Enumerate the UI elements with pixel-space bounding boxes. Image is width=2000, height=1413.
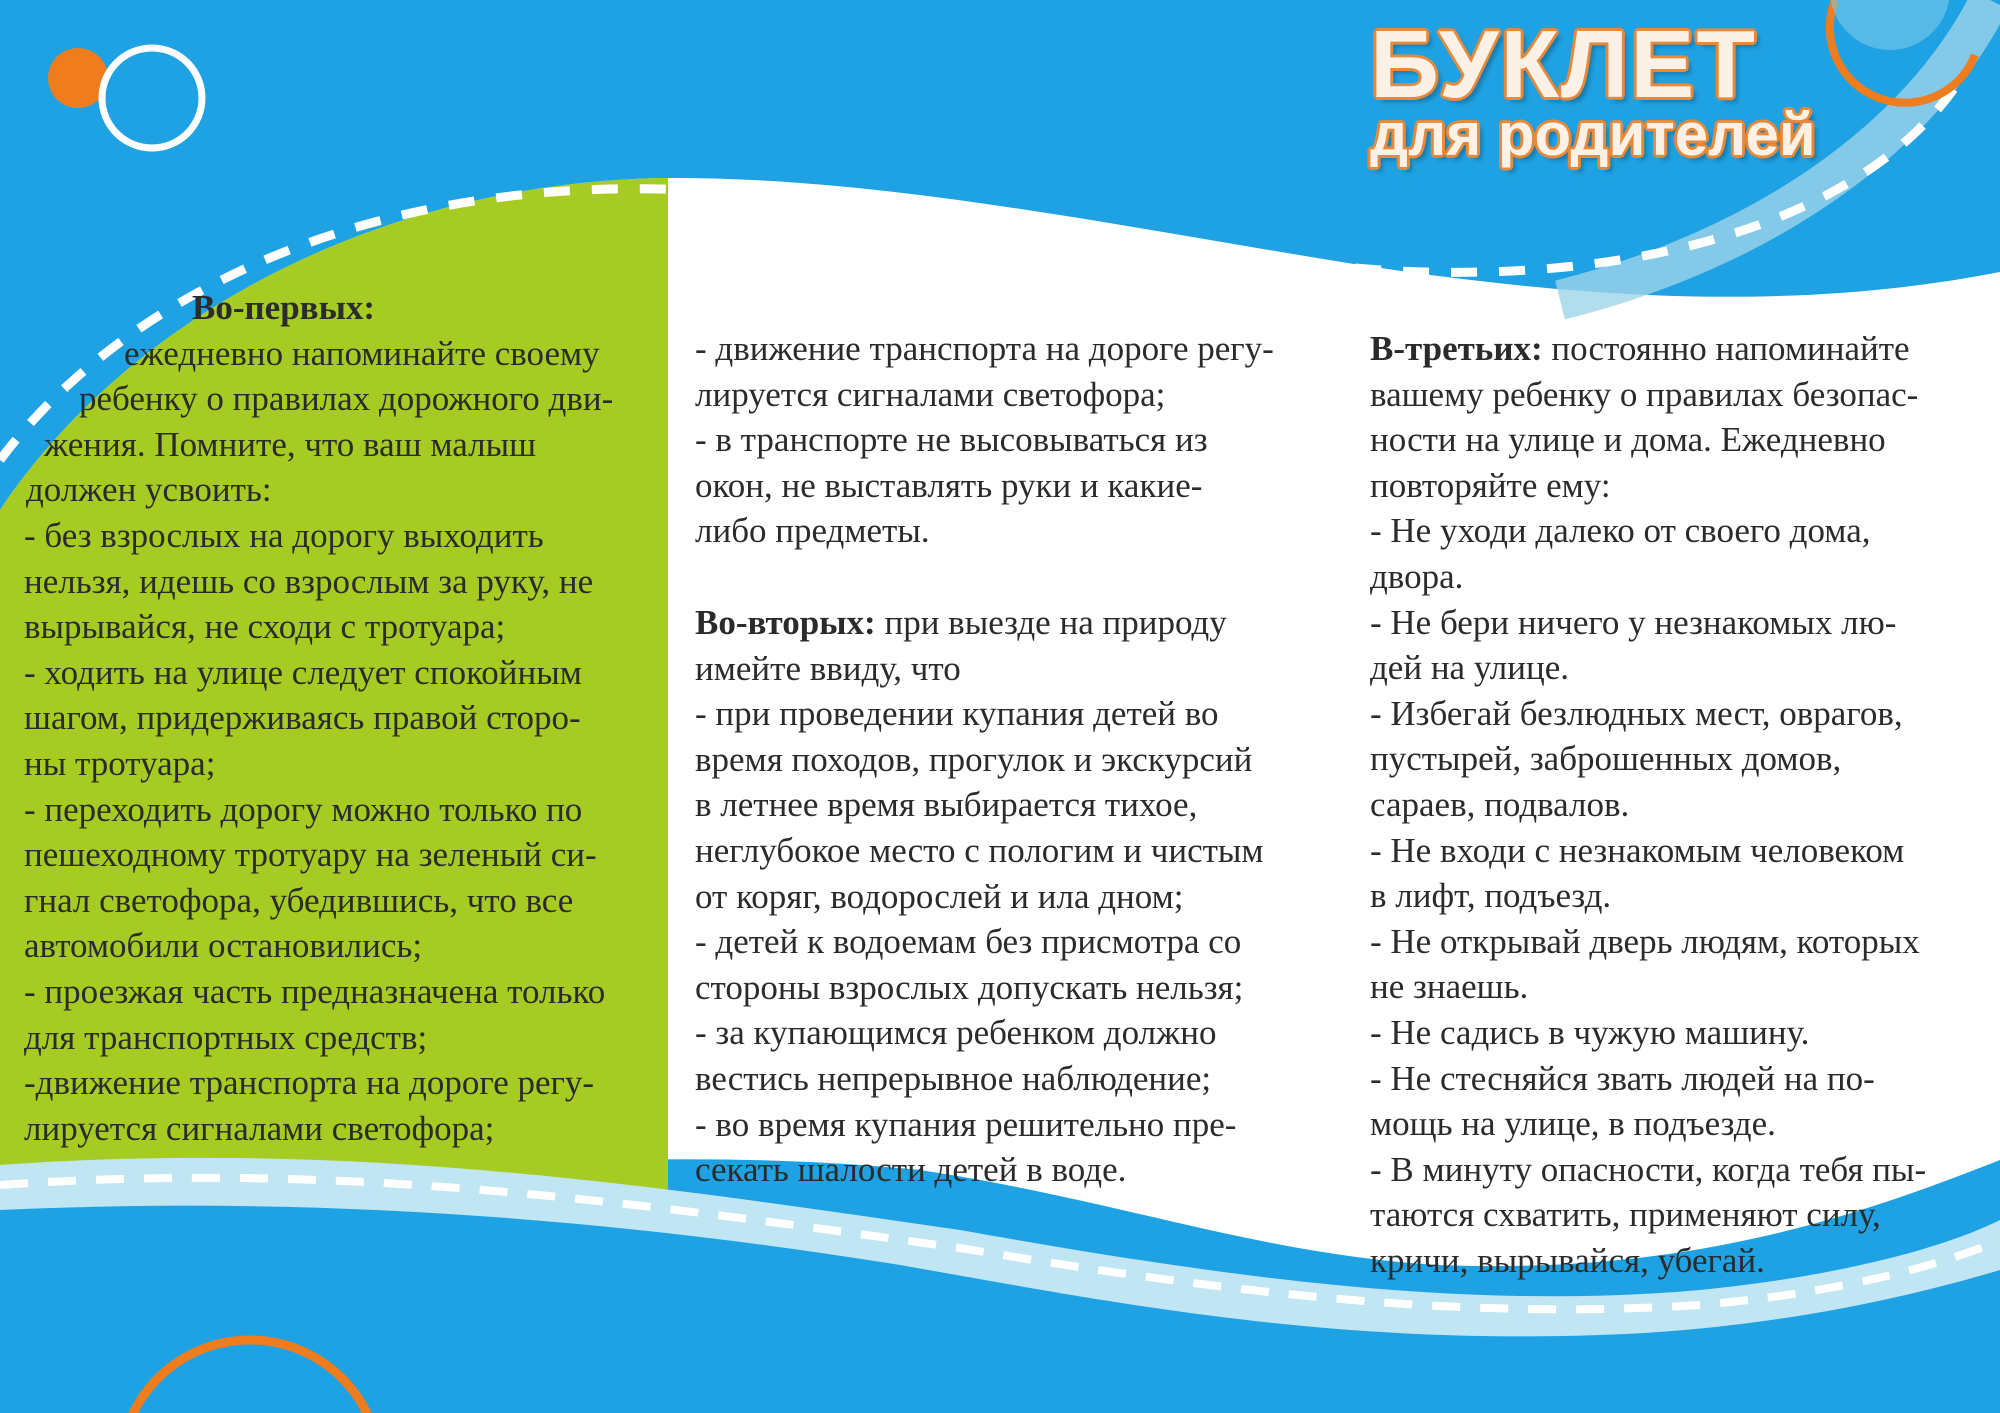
col2-line: в летнее время выбирается тихое, bbox=[695, 785, 1198, 825]
col3-line: не знаешь. bbox=[1370, 967, 1529, 1007]
col3-line: вашему ребенку о правилах безопас- bbox=[1370, 374, 1919, 414]
col3-line: - Не входи с незнакомым человеком bbox=[1370, 830, 1905, 870]
col3-line: дей на улице. bbox=[1370, 648, 1570, 688]
col3-line: - Не бери ничего у незнакомых лю- bbox=[1370, 602, 1897, 642]
col1-line: гнал светофора, убедившись, что все bbox=[24, 880, 574, 920]
col2-line: лируется сигналами светофора; bbox=[695, 374, 1166, 414]
col1-line: нельзя, идешь со взрослым за руку, не bbox=[24, 561, 594, 601]
paragraph-gap bbox=[695, 554, 1335, 600]
col3-line: - Избегай безлюдных мест, оврагов, bbox=[1370, 693, 1903, 733]
col3-heading-rest: постоянно напоминайте bbox=[1542, 329, 1910, 368]
col2-line: стороны взрослых допускать нельзя; bbox=[695, 967, 1244, 1007]
col3-line: - Не садись в чужую машину. bbox=[1370, 1012, 1810, 1052]
col2-line: - в транспорте не высовываться из bbox=[695, 420, 1208, 460]
col1-line: - ходить на улице следует спокойным bbox=[24, 652, 582, 692]
col1-line: должен усвоить: bbox=[26, 470, 272, 510]
col1-line: для транспортных средств; bbox=[24, 1017, 428, 1057]
col2-line: неглубокое место с пологим и чистым bbox=[695, 830, 1264, 870]
col2-line: - при проведении купания детей во bbox=[695, 694, 1219, 734]
col1-line: - без взрослых на дорогу выходить bbox=[24, 515, 544, 555]
col2-line: - детей к водоемам без присмотра со bbox=[695, 922, 1242, 962]
col3-line: - Не уходи далеко от своего дома, bbox=[1370, 511, 1871, 551]
col3-line: таются схватить, применяют силу, bbox=[1370, 1195, 1881, 1235]
col1-line: автомобили остановились; bbox=[24, 926, 423, 966]
col1-line: пешеходному тротуару на зеленый си- bbox=[24, 835, 597, 875]
col2-line: от коряг, водорослей и ила дном; bbox=[695, 876, 1184, 916]
col2-line: имейте ввиду, что bbox=[695, 648, 961, 688]
col3-line: кричи, вырывайся, убегай. bbox=[1370, 1240, 1765, 1280]
col2-heading-line bbox=[695, 600, 1335, 646]
col3-line: сараев, подвалов. bbox=[1370, 784, 1630, 824]
col3-line: мощь на улице, в подъезде. bbox=[1370, 1104, 1776, 1144]
col1-line: -движение транспорта на дороге регу- bbox=[24, 1063, 595, 1103]
col3-line: двора. bbox=[1370, 556, 1464, 596]
col1-line: ребенку о правилах дорожного дви- bbox=[79, 379, 614, 419]
col2-line: - движение транспорта на дороге регу- bbox=[695, 329, 1274, 368]
col1-heading: Во-первых: bbox=[192, 288, 376, 327]
col1-line: ежедневно напоминайте своему bbox=[124, 333, 600, 373]
col3-line: ности на улице и дома. Ежедневно bbox=[1370, 420, 1886, 460]
col1-line: жения. Помните, что ваш малыш bbox=[44, 424, 537, 464]
col2-line: вестись непрерывное наблюдение; bbox=[695, 1058, 1212, 1098]
col2-line: время походов, прогулок и экскурсий bbox=[695, 739, 1253, 779]
col1-line: лируется сигналами светофора; bbox=[24, 1108, 495, 1148]
col3-line: повторяйте ему: bbox=[1370, 465, 1611, 505]
col1-line: - проезжая часть предназначена только bbox=[24, 971, 606, 1011]
col2-heading: Во-вторых: bbox=[695, 602, 876, 642]
col1-line: шагом, придерживаясь правой сторо- bbox=[24, 698, 581, 738]
col2-line: - за купающимся ребенком должно bbox=[695, 1013, 1217, 1053]
booklet-title: БУКЛЕТ bbox=[1370, 11, 1757, 118]
col3-line: - Не стесняйся звать людей на по- bbox=[1370, 1058, 1875, 1098]
column-second bbox=[695, 326, 1335, 1193]
col3-line: в лифт, подъезд. bbox=[1370, 876, 1612, 916]
col3-line: - В минуту опасности, когда тебя пы- bbox=[1370, 1149, 1927, 1189]
booklet-subtitle: для родителей bbox=[1370, 101, 1816, 168]
col2-line: либо предметы. bbox=[695, 511, 930, 551]
column-first bbox=[24, 285, 664, 1151]
col1-line: - переходить дорогу можно только по bbox=[24, 789, 583, 829]
col2-line: секать шалости детей в воде. bbox=[695, 1150, 1127, 1190]
col3-heading-line bbox=[1370, 326, 1990, 372]
col3-heading: В-третьих: bbox=[1370, 329, 1543, 368]
col2-line: - во время купания решительно пре- bbox=[695, 1104, 1237, 1144]
col2-heading-rest: при выезде на природу bbox=[875, 602, 1227, 642]
col1-line: ны тротуара; bbox=[24, 743, 216, 783]
col3-line: - Не открывай дверь людям, которых bbox=[1370, 921, 1920, 961]
col1-line: вырывайся, не сходи с тротуара; bbox=[24, 607, 506, 647]
col3-line: пустырей, заброшенных домов, bbox=[1370, 739, 1842, 779]
column-third bbox=[1370, 326, 1990, 1283]
col2-line: окон, не выставлять руки и какие- bbox=[695, 465, 1203, 505]
